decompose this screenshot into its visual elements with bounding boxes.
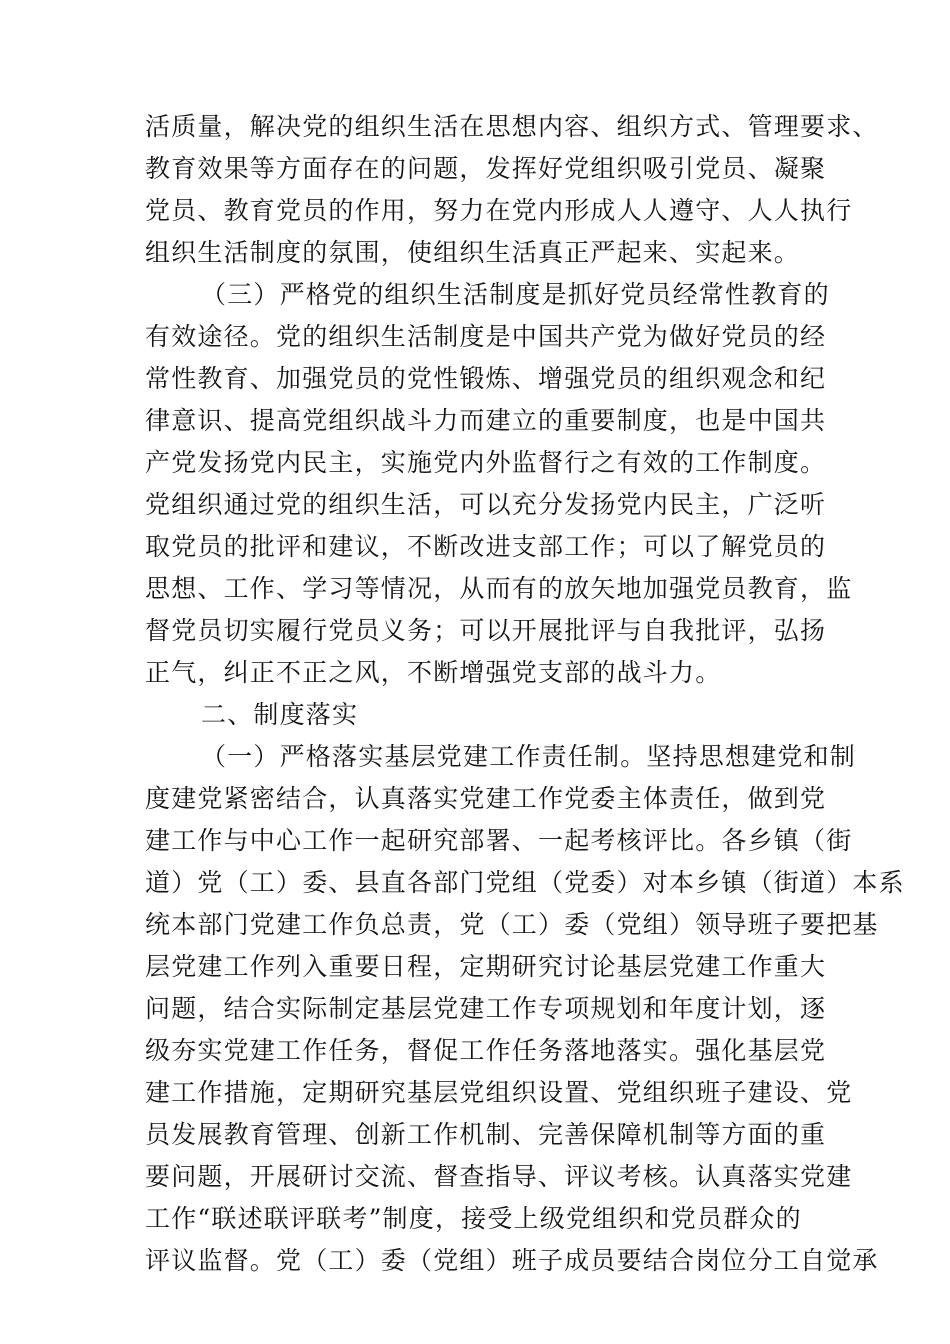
text-line: 层党建工作列入重要日程，定期研究讨论基层党建工作重大 (145, 952, 827, 981)
text-line: 建工作措施，定期研究基层党组织设置、党组织班子建设、党 (145, 1078, 853, 1107)
text-line: 督党员切实履行党员义务；可以开展批评与自我批评，弘扬 (145, 616, 827, 645)
document-body (145, 106, 905, 1282)
text-line: 取党员的批评和建议，不断改进支部工作；可以了解党员的 (145, 532, 827, 561)
text-line: 党组织通过党的组织生活，可以充分发扬党内民主，广泛听 (145, 490, 827, 519)
text-line: 工作“联述联评联考”制度，接受上级党组织和党员群众的 (145, 1204, 802, 1233)
section-heading-two (145, 694, 810, 736)
text-line: 律意识、提高党组织战斗力而建立的重要制度，也是中国共 (145, 406, 827, 435)
paragraph-section-one (145, 736, 905, 1282)
text-line: 常性教育、加强党员的党性锻炼、增强党员的组织观念和纪 (145, 364, 827, 393)
text-line: 级夯实党建工作任务，督促工作任务落地落实。强化基层党 (145, 1036, 827, 1065)
text-line: 组织生活制度的氛围，使组织生活真正严起来、实起来。 (145, 238, 801, 267)
text-line: 道）党（工）委、县直各部门党组（党委）对本乡镇（街道）本系 (145, 868, 905, 897)
text-line: 产党发扬党内民主，实施党内外监督行之有效的工作制度。 (145, 448, 827, 477)
text-line: （一）严格落实基层党建工作责任制。坚持思想建党和制 (201, 742, 857, 771)
paragraph-section-three (145, 274, 853, 694)
text-line: 员发展教育管理、创新工作机制、完善保障机制等方面的重 (145, 1120, 827, 1149)
text-line: 要问题，开展研讨交流、督查指导、评议考核。认真落实党建 (145, 1162, 853, 1191)
text-line: 党员、教育党员的作用，努力在党内形成人人遵守、人人执行 (145, 196, 853, 225)
text-line: 教育效果等方面存在的问题，发挥好党组织吸引党员、凝聚 (145, 154, 827, 183)
text-line: 建工作与中心工作一起研究部署、一起考核评比。各乡镇（街 (145, 826, 853, 855)
section-heading: 二、制度落实 (201, 700, 359, 729)
paragraph-continuation (145, 106, 879, 274)
text-line: 评议监督。党（工）委（党组）班子成员要结合岗位分工自觉承 (145, 1246, 879, 1275)
text-line: 思想、工作、学习等情况，从而有的放矢地加强党员教育，监 (145, 574, 853, 603)
text-line: 度建党紧密结合，认真落实党建工作党委主体责任，做到党 (145, 784, 827, 813)
text-line: 有效途径。党的组织生活制度是中国共产党为做好党员的经 (145, 322, 827, 351)
text-line: 活质量，解决党的组织生活在思想内容、组织方式、管理要求、 (145, 112, 879, 141)
text-line: 统本部门党建工作负总责，党（工）委（党组）领导班子要把基 (145, 910, 879, 939)
text-line: 正气，纠正不正之风，不断增强党支部的战斗力。 (145, 658, 722, 687)
text-line: （三）严格党的组织生活制度是抓好党员经常性教育的 (201, 280, 830, 309)
text-line: 问题，结合实际制定基层党建工作专项规划和年度计划，逐 (145, 994, 827, 1023)
